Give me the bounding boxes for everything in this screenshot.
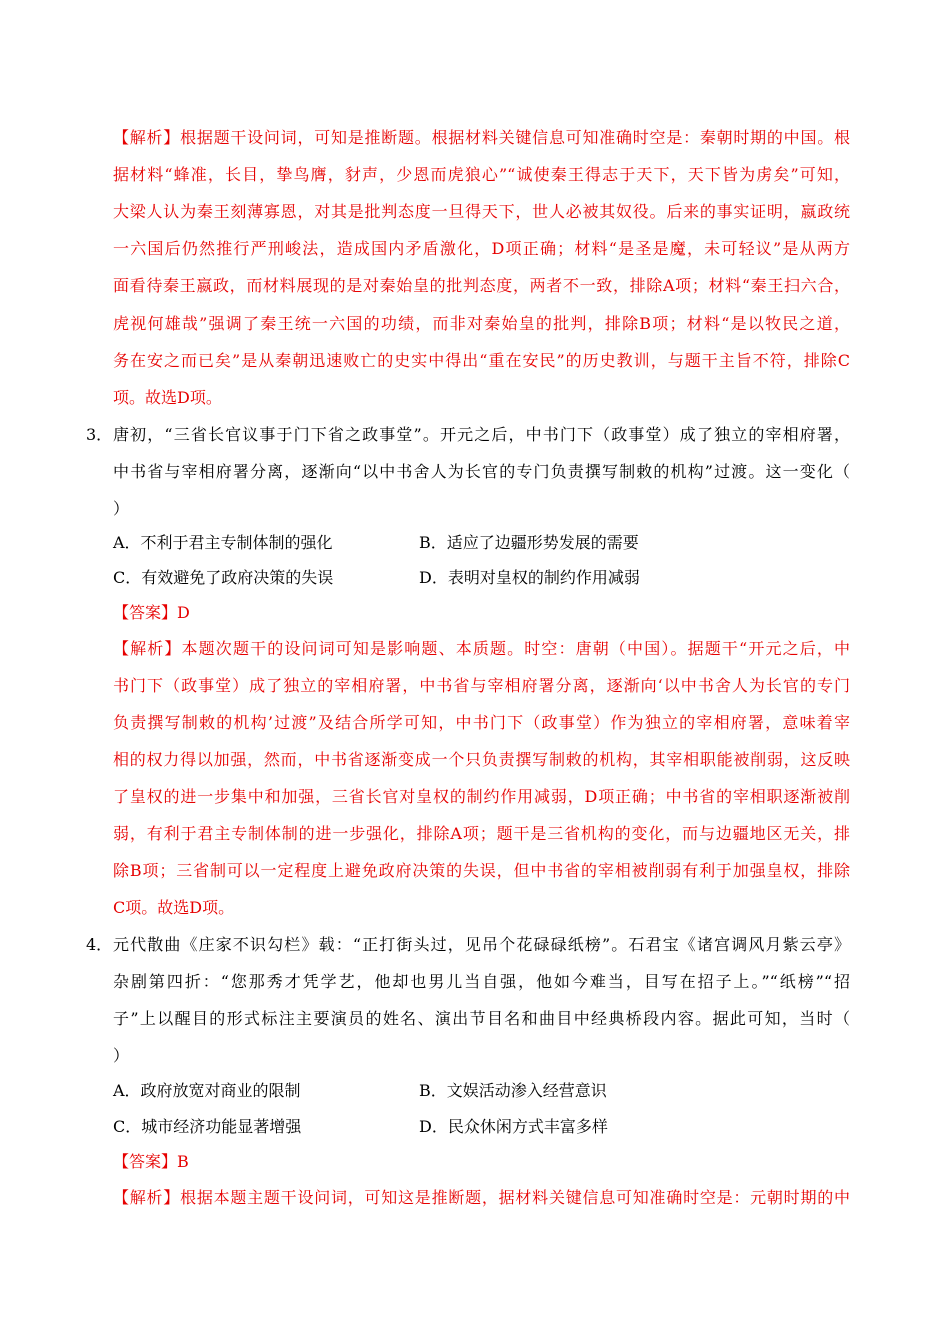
q3-analysis-line-8: C项。故选D项。 [113,898,235,917]
q4-answer: 【答案】B [113,1152,189,1171]
q3-stem-line-1: 唐初，“三省长官议事于门下省之政事堂”。开元之后，中书门下（政事堂）成了独立的宰相府署， [113,425,850,444]
q3-analysis-line-2: 书门下（政事堂）成了独立的宰相府署，中书省与宰相府署分离，逐渐向‘以中书舍人为长官的专门 [113,676,850,695]
q4-analysis-line-1: 【解析】根据本题主题干设问词，可知这是推断题，据材料关键信息可知准确时空是：元朝时期的中 [113,1188,850,1207]
q3-stem-line-3: ） [113,499,130,518]
q4-option-a: A．政府放宽对商业的限制 [113,1081,301,1100]
q4-stem-line-2: 杂剧第四折：“您那秀才凭学艺，他却也男儿当自强，他如今难当，目写在招子上。”“纸榜”“招 [113,972,850,991]
q2-analysis-line-5: 面看待秦王嬴政，而材料展现的是对秦始皇的批判态度，两者不一致，排除A项；材料“秦王扫六合， [113,276,850,295]
q2-analysis-line-1: 【解析】根据题干设问词，可知是推断题。根据材料关键信息可知准确时空是：秦朝时期的中国。根 [113,128,850,147]
q2-analysis-line-2: 据材料“蜂准，长目，挚鸟膺，豺声，少恩而虎狼心”“诚使秦王得志于天下，天下皆为虏矣”可知， [113,165,850,184]
q3-analysis-line-6: 弱，有利于君主专制体制的进一步强化，排除A项；题干是三省机构的变化，而与边疆地区无关，排 [113,824,850,843]
q2-analysis-line-3: 大梁人认为秦王刻薄寡恩，对其是批判态度一旦得天下，世人必被其奴役。后来的事实证明，嬴政统 [113,202,850,221]
q4-option-c: C．城市经济功能显著增强 [113,1117,302,1136]
q3-analysis-line-5: 了皇权的进一步集中和加强，三省长官对皇权的制约作用减弱，D项正确；中书省的宰相职逐渐被削 [113,787,850,806]
q3-option-a: A．不利于君主专制体制的强化 [113,533,333,552]
q2-analysis-line-4: 一六国后仍然推行严刑峻法，造成国内矛盾激化，D项正确；材料“是圣是魔，未可轻议”是从两方 [113,239,850,258]
q2-analysis-line-8: 项。故选D项。 [113,388,222,407]
q3-answer: 【答案】D [113,603,190,622]
q3-stem-line-2: 中书省与宰相府署分离，逐渐向“以中书舍人为长官的专门负责撰写制敕的机构”过渡。这一变化（ [113,462,850,481]
q4-stem-line-3: 子”上以醒目的形式标注主要演员的姓名、演出节目名和曲目中经典桥段内容。据此可知，当时（ [113,1009,850,1028]
q4-option-b: B．文娱活动渗入经营意识 [419,1081,607,1100]
q4-option-d: D．民众休闲方式丰富多样 [419,1117,608,1136]
q2-analysis-line-6: 虎视何雄哉”强调了秦王统一六国的功绩，而非对秦始皇的批判，排除B项；材料“是以牧民之道， [113,314,850,333]
q3-option-b: B．适应了边疆形势发展的需要 [419,533,639,552]
q3-option-c: C．有效避免了政府决策的失误 [113,568,334,587]
q3-number: 3． [86,425,113,444]
q3-option-d: D．表明对皇权的制约作用减弱 [419,568,640,587]
q3-analysis-line-4: 相的权力得以加强，然而，中书省逐渐变成一个只负责撰写制敕的机构，其宰相职能被削弱，这反映 [113,750,850,769]
q3-analysis-line-1: 【解析】本题次题干的设问词可知是影响题、本质题。时空：唐朝（中国）。据题干“开元之后，中 [113,639,850,658]
q4-number: 4． [86,935,113,954]
q2-analysis-line-7: 务在安之而已矣”是从秦朝迅速败亡的史实中得出“重在安民”的历史教训，与题干主旨不符，排除C [113,351,850,370]
q4-stem-line-4: ） [113,1046,130,1065]
q3-analysis-line-7: 除B项；三省制可以一定程度上避免政府决策的失误，但中书省的宰相被削弱有利于加强皇权，排除 [113,861,850,880]
q3-analysis-line-3: 负责撰写制敕的机构’过渡”及结合所学可知，中书门下（政事堂）作为独立的宰相府署，意味着宰 [113,713,850,732]
q4-stem-line-1: 元代散曲《庄家不识勾栏》载：“正打街头过，见吊个花碌碌纸榜”。石君宝《诸宫调风月紫云亭》 [113,935,850,954]
